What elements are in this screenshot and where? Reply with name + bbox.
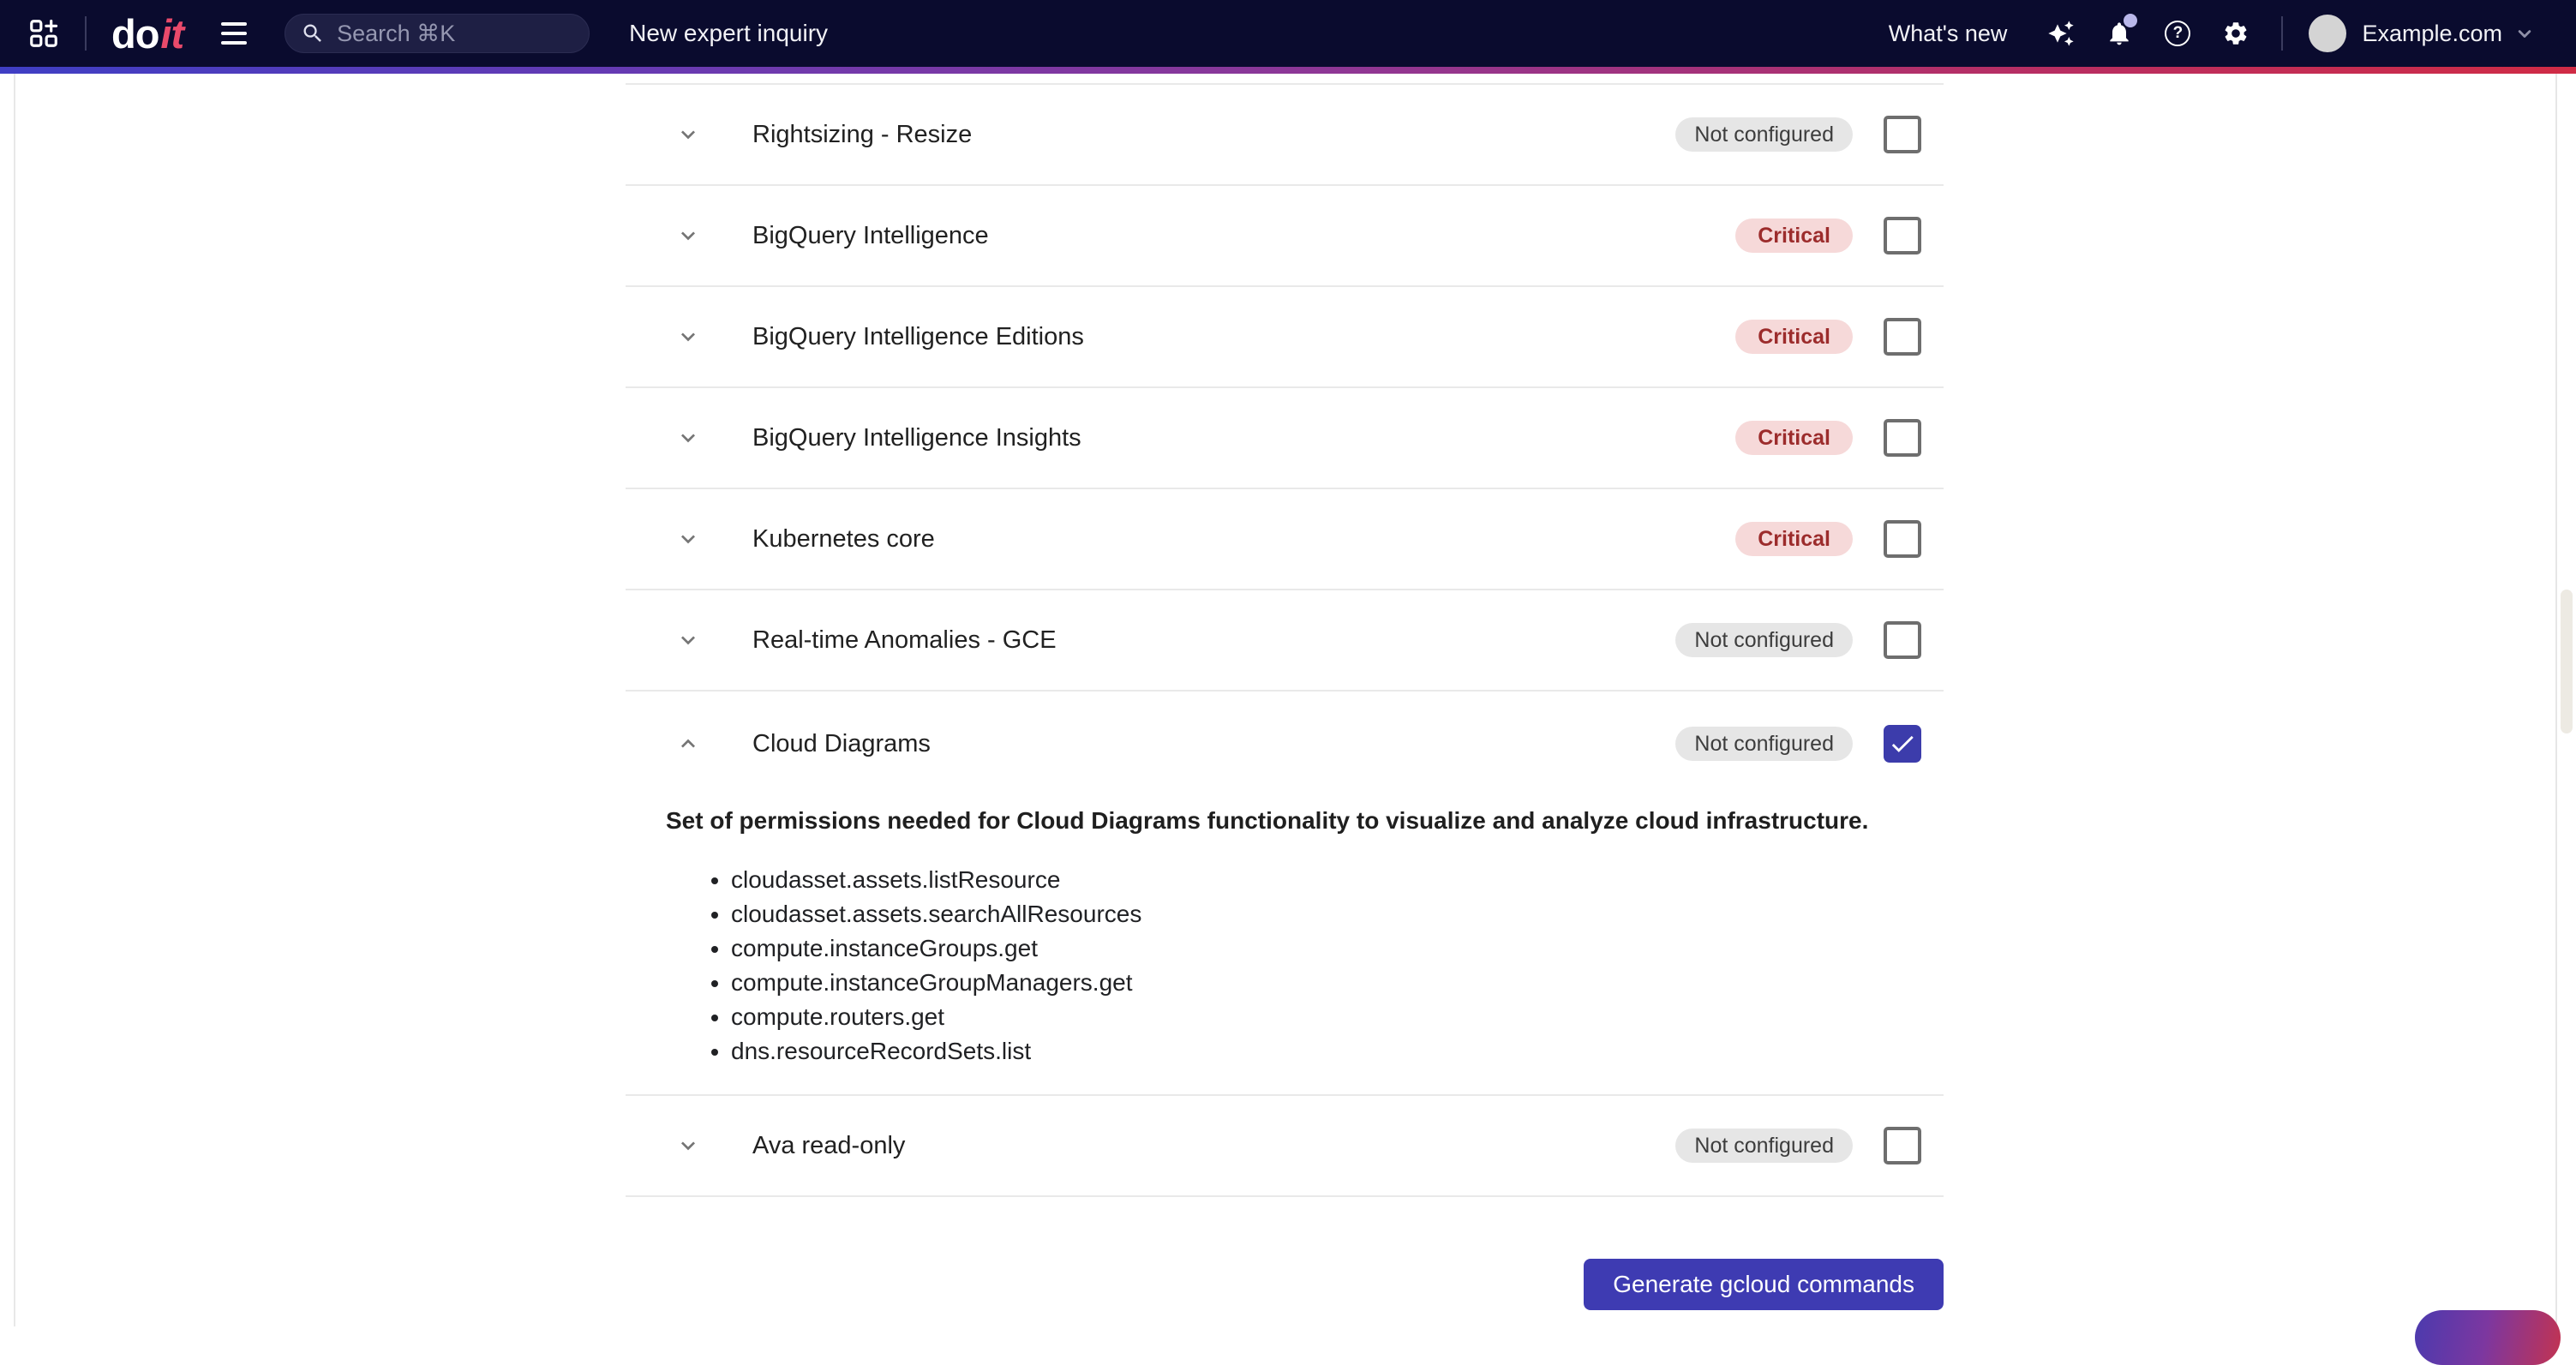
chevron-expand-icon[interactable] — [674, 120, 703, 149]
brand-logo-it: it — [160, 14, 183, 54]
sparkle-icon[interactable] — [2046, 19, 2076, 48]
apps-launcher-icon[interactable] — [27, 17, 60, 50]
cloud-diagrams-detail-panel — [626, 796, 1944, 1096]
permission-label: Kubernetes core — [752, 525, 935, 554]
right-edge-divider — [2555, 74, 2557, 1326]
permission-checkbox[interactable] — [1884, 725, 1921, 763]
permission-label: Real-time Anomalies - GCE — [752, 626, 1057, 655]
permission-label: BigQuery Intelligence Insights — [752, 424, 1081, 452]
status-badge: Not configured — [1675, 117, 1853, 152]
chevron-expand-icon[interactable] — [674, 626, 703, 655]
ava-fab[interactable] — [2415, 1310, 2561, 1365]
status-badge: Not configured — [1675, 1129, 1853, 1163]
permission-label: Ava read-only — [752, 1132, 905, 1160]
permission-row-rightsizing-resize[interactable] — [626, 85, 1944, 186]
navbar-divider — [85, 16, 87, 51]
status-badge: Critical — [1735, 320, 1853, 354]
status-badge: Critical — [1735, 421, 1853, 455]
global-search[interactable] — [285, 14, 590, 53]
permission-description: Set of permissions needed for Cloud Diagrams functionality to visualize and analyze cloud infrastructure. — [666, 805, 1892, 837]
permission-checkbox[interactable] — [1884, 1127, 1921, 1164]
permission-row-ava-read-only[interactable] — [626, 1096, 1944, 1197]
permission-label: BigQuery Intelligence Editions — [752, 323, 1084, 351]
navbar-right-group — [1889, 15, 2537, 52]
permission-row-cloud-diagrams[interactable] — [626, 691, 1944, 796]
status-badge: Not configured — [1675, 727, 1853, 761]
permission-items-list — [666, 863, 1892, 1069]
chevron-collapse-icon[interactable] — [674, 729, 703, 758]
permission-item: • compute.routers.get — [731, 1000, 1892, 1034]
brand-logo-do: do — [111, 14, 159, 54]
permission-item: • cloudasset.assets.searchAllResources — [731, 897, 1892, 931]
chevron-down-icon[interactable] — [2513, 21, 2537, 45]
permission-label: Cloud Diagrams — [752, 730, 931, 758]
permission-row-realtime-anomalies-gce[interactable] — [626, 590, 1944, 691]
permission-checkbox[interactable] — [1884, 621, 1921, 659]
whats-new-link[interactable]: What's new — [1889, 21, 2008, 47]
chevron-expand-icon[interactable] — [674, 423, 703, 452]
search-icon — [301, 21, 325, 45]
permissions-list — [626, 83, 1944, 1197]
permission-row-bigquery-intelligence[interactable] — [626, 186, 1944, 287]
bell-icon[interactable] — [2105, 19, 2134, 48]
navbar — [0, 0, 2576, 67]
actions-bar — [626, 1259, 1944, 1310]
permission-checkbox[interactable] — [1884, 318, 1921, 356]
permission-item: • dns.resourceRecordSets.list — [731, 1034, 1892, 1069]
check-icon — [1888, 729, 1917, 758]
permission-row-bigquery-intelligence-editions[interactable] — [626, 287, 1944, 388]
status-badge: Critical — [1735, 522, 1853, 556]
gradient-accent-bar — [0, 67, 2576, 74]
notification-dot — [2124, 14, 2137, 27]
permission-row-kubernetes-core[interactable] — [626, 489, 1944, 590]
chevron-expand-icon[interactable] — [674, 221, 703, 250]
navbar-left-group — [27, 14, 828, 54]
page-title: New expert inquiry — [629, 20, 828, 47]
permission-label: Rightsizing - Resize — [752, 121, 972, 149]
help-icon[interactable]: ? — [2163, 19, 2192, 48]
chevron-expand-icon[interactable] — [674, 1131, 703, 1160]
search-input[interactable] — [337, 21, 560, 47]
generate-gcloud-button[interactable]: Generate gcloud commands — [1584, 1259, 1944, 1310]
navbar-divider — [2281, 16, 2283, 51]
gear-icon[interactable] — [2221, 19, 2250, 48]
avatar[interactable] — [2309, 15, 2346, 52]
permission-item: • compute.instanceGroups.get — [731, 931, 1892, 966]
scrollbar-thumb[interactable] — [2561, 590, 2573, 733]
permission-item: • cloudasset.assets.listResource — [731, 863, 1892, 897]
account-name[interactable]: Example.com — [2362, 21, 2502, 47]
permission-checkbox[interactable] — [1884, 419, 1921, 457]
permission-checkbox[interactable] — [1884, 520, 1921, 558]
permission-item: • compute.instanceGroupManagers.get — [731, 966, 1892, 1000]
permission-checkbox[interactable] — [1884, 116, 1921, 153]
chevron-expand-icon[interactable] — [674, 524, 703, 554]
left-edge-divider — [14, 74, 15, 1326]
status-badge: Critical — [1735, 219, 1853, 253]
chevron-expand-icon[interactable] — [674, 322, 703, 351]
permission-row-bigquery-intelligence-insights[interactable] — [626, 388, 1944, 489]
permission-checkbox[interactable] — [1884, 217, 1921, 254]
status-badge: Not configured — [1675, 623, 1853, 657]
permission-label: BigQuery Intelligence — [752, 222, 989, 250]
hamburger-menu-icon[interactable] — [218, 19, 250, 48]
brand-logo[interactable] — [111, 14, 183, 54]
